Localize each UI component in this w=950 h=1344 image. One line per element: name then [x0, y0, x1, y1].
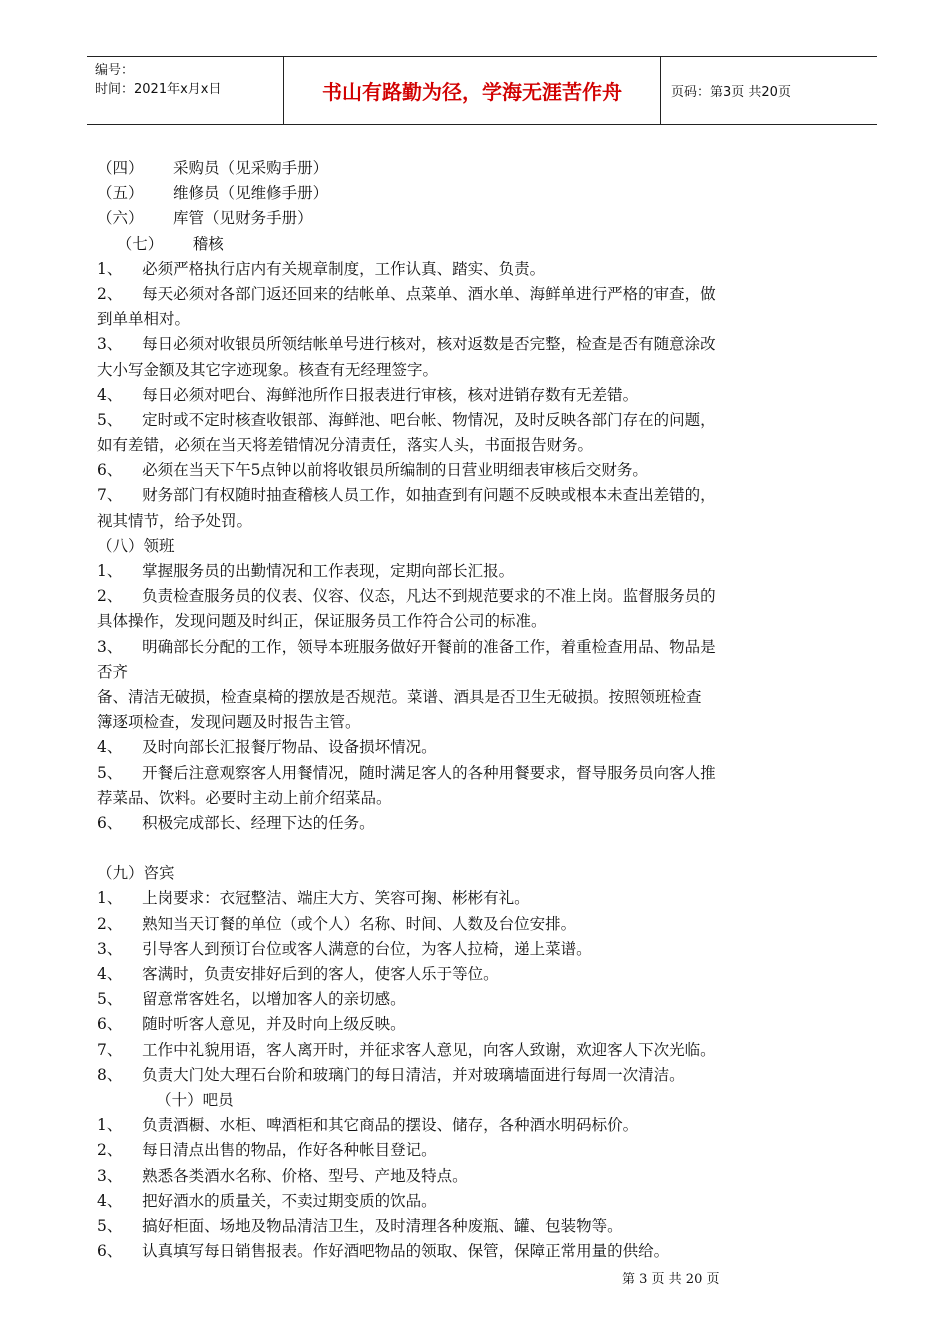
body-text-line: 2、 负责检查服务员的仪表、仪容、仪态，凡达不到规范要求的不准上岗。监督服务员的	[97, 587, 716, 606]
body-text-line: 4、 及时向部长汇报餐厅物品、设备损坏情况。	[97, 738, 437, 757]
body-text-line: 3、 熟悉各类酒水名称、价格、型号、产地及特点。	[97, 1166, 468, 1185]
body-text-line: 备、清洁无破损，检查桌椅的摆放是否规范。菜谱、酒具是否卫生无破损。按照领班检查	[97, 687, 702, 706]
body-text-line: 1、 负责酒橱、水柜、啤酒柜和其它商品的摆设、储存，各种酒水明码标价。	[97, 1116, 639, 1135]
page-footer: 第 3 页 共 20 页	[622, 1272, 720, 1287]
body-text-line: 2、 每天必须对各部门返还回来的结帐单、点菜单、酒水单、海鲜单进行严格的审查，做	[97, 284, 716, 303]
header-motto: 书山有路勤为径，学海无涯苦作舟	[283, 57, 661, 124]
header-meta	[95, 61, 221, 99]
blank-line	[97, 836, 859, 861]
body-text-line: 5、 定时或不定时核查收银部、海鲜池、吧台帐、物情况，及时反映各部门存在的问题，	[97, 410, 716, 429]
body-text-line: 5、 留意常客姓名，以增加客人的亲切感。	[97, 990, 406, 1009]
document-number-label: 编号：	[95, 63, 135, 78]
document-body	[97, 156, 859, 1264]
page-header	[87, 56, 877, 125]
body-text-line: 5、 搞好柜面、场地及物品清洁卫生，及时清理各种废瓶、罐、包装物等。	[97, 1216, 623, 1235]
body-text-line: 1、 上岗要求：衣冠整洁、端庄大方、笑容可掬、彬彬有礼。	[97, 889, 530, 908]
body-text-line: 4、 客满时，负责安排好后到的客人，使客人乐于等位。	[97, 965, 499, 983]
body-text-line: （五） 维修员（见维修手册）	[97, 184, 329, 203]
body-text-line: （七） 稽核	[97, 234, 224, 253]
body-text-line: 6、 必须在当天下午5点钟以前将收银员所编制的日营业明细表审核后交财务。	[97, 461, 648, 480]
body-text-line: 7、 工作中礼貌用语，客人离开时，并征求客人意见，向客人致谢，欢迎客人下次光临。	[97, 1040, 716, 1059]
body-text-line: 簿逐项检查，发现问题及时报告主管。	[97, 713, 361, 732]
body-text-line: 2、 熟知当天订餐的单位（或个人）名称、时间、人数及台位安排。	[97, 914, 577, 933]
body-text-line: 3、 每日必须对收银员所领结帐单号进行核对，核对返数是否完整，检查是否有随意涂改	[97, 335, 716, 354]
document-date-label: 时间：2021年x月x日	[95, 82, 222, 97]
body-text-line: 3、 引导客人到预订台位或客人满意的台位，为客人拉椅，递上菜谱。	[97, 939, 592, 958]
body-text-line: 否齐	[97, 662, 129, 681]
body-text-line: 到单单相对。	[97, 310, 191, 329]
body-text-line: （十）吧员	[97, 1090, 234, 1109]
body-text-line: 3、 明确部长分配的工作，领导本班服务做好开餐前的准备工作，着重检查用品、物品是	[97, 637, 716, 656]
body-text-line: 1、 掌握服务员的出勤情况和工作表现，定期向部长汇报。	[97, 562, 515, 580]
body-text-line: （六） 库管（见财务手册）	[97, 209, 313, 228]
header-page-info: 页码：第3页 共20页	[671, 85, 791, 100]
body-text-line: 如有差错，必须在当天将差错情况分清责任，落实人头，书面报告财务。	[97, 436, 594, 455]
body-text-line: 大小写金额及其它字迹现象。核查有无经理签字。	[97, 360, 439, 379]
body-text-line: 荐菜品、饮料。必要时主动上前介绍菜品。	[97, 788, 392, 807]
body-text-line: 6、 积极完成部长、经理下达的任务。	[97, 813, 375, 832]
body-text-line: 4、 把好酒水的质量关，不卖过期变质的饮品。	[97, 1191, 437, 1210]
body-text-line: （八）领班	[97, 536, 175, 555]
body-text-line: 1、 必须严格执行店内有关规章制度，工作认真、踏实、负责。	[97, 259, 546, 278]
body-text-line: （九）咨宾	[97, 864, 175, 883]
body-text-line: 5、 开餐后注意观察客人用餐情况，随时满足客人的各种用餐要求，督导服务员向客人推	[97, 763, 716, 782]
body-text-line: 7、 财务部门有权随时抽查稽核人员工作，如抽查到有问题不反映或根本未查出差错的，	[97, 486, 716, 505]
body-text-line: 6、 随时听客人意见，并及时向上级反映。	[97, 1015, 406, 1034]
body-text-line: 具体操作，发现问题及时纠正，保证服务员工作符合公司的标准。	[97, 612, 547, 631]
body-text-line: 8、 负责大门处大理石台阶和玻璃门的每日清洁，并对玻璃墙面进行每周一次清洁。	[97, 1065, 685, 1084]
body-text-line: （四） 采购员（见采购手册）	[97, 159, 329, 177]
body-text-line: 2、 每日清点出售的物品，作好各种帐目登记。	[97, 1141, 437, 1160]
body-text-line: 视其情节，给予处罚。	[97, 511, 253, 530]
body-text-line: 6、 认真填写每日销售报表。作好酒吧物品的领取、保管，保障正常用量的供给。	[97, 1242, 670, 1261]
body-text-line: 4、 每日必须对吧台、海鲜池所作日报表进行审核，核对进销存数有无差错。	[97, 385, 639, 404]
